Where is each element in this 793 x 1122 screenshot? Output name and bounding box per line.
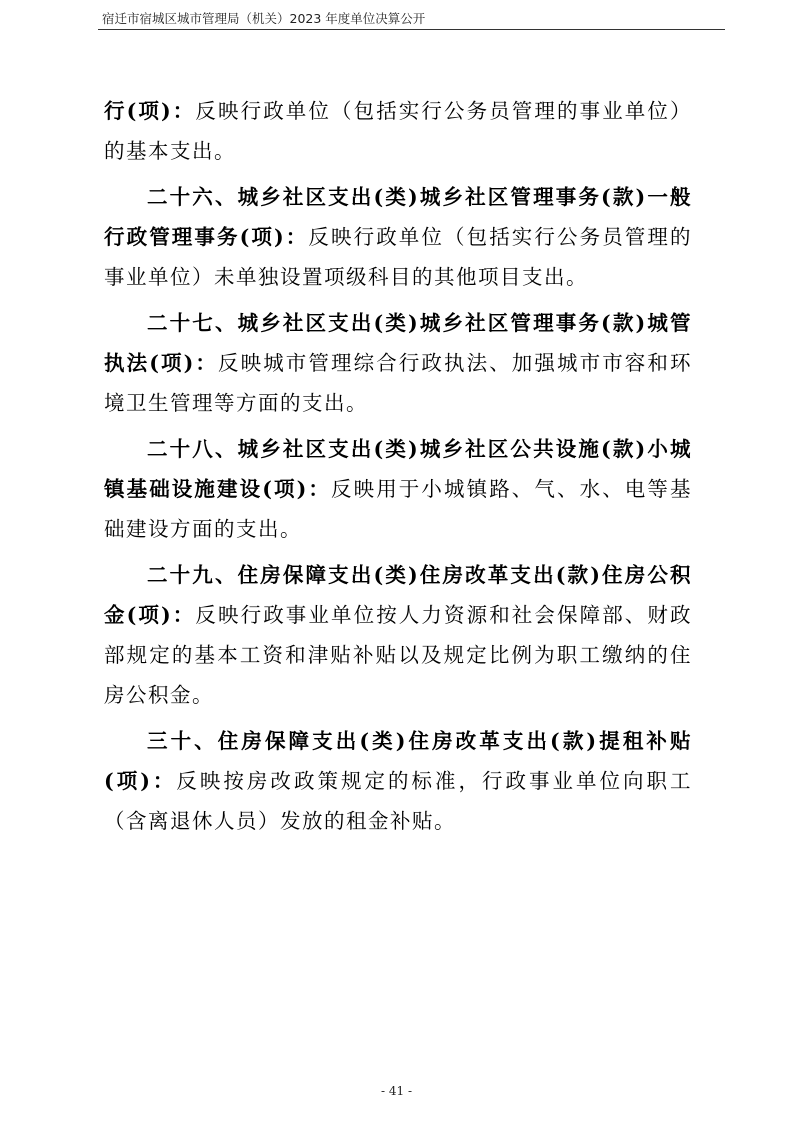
- paragraph-text: 反映城市管理综合行政执法、加强城市市容和环境卫生管理等方面的支出。: [104, 351, 692, 415]
- paragraph-heading: 三十、住房保障支出(类)住房改革支出(款)提租补贴(项)：: [104, 729, 692, 793]
- paragraph-continuation: [104, 91, 692, 171]
- paragraph-item-29: [104, 555, 692, 715]
- paragraph-heading: 二十八、城乡社区支出(类)城乡社区公共设施(款)小城镇基础设施建设(项)：: [104, 437, 692, 501]
- paragraph-heading: 行(项)：: [104, 99, 196, 123]
- page-header-title: 宿迁市宿城区城市管理局（机关）2023 年度单位决算公开: [102, 11, 426, 26]
- paragraph-text: 反映用于小城镇路、气、水、电等基础建设方面的支出。: [104, 477, 692, 541]
- header-divider: [98, 29, 725, 30]
- paragraph-text: 反映按房改政策规定的标准，行政事业单位向职工（含离退休人员）发放的租金补贴。: [104, 769, 692, 833]
- paragraph-item-30: [104, 721, 692, 841]
- paragraph-text: 反映行政事业单位按人力资源和社会保障部、财政部规定的基本工资和津贴补贴以及规定比例为职工缴纳的住房公积金。: [104, 603, 692, 707]
- paragraph-item-26: [104, 177, 692, 297]
- paragraph-heading: 二十六、城乡社区支出(类)城乡社区管理事务(款)一般行政管理事务(项)：: [104, 185, 692, 249]
- paragraph-item-28: [104, 429, 692, 549]
- paragraph-text: 反映行政单位（包括实行公务员管理的事业单位）的基本支出。: [104, 99, 692, 163]
- paragraph-text: 反映行政单位（包括实行公务员管理的事业单位）未单独设置项级科目的其他项目支出。: [104, 225, 693, 289]
- document-body: [104, 91, 692, 847]
- paragraph-heading: 二十七、城乡社区支出(类)城乡社区管理事务(款)城管执法(项)：: [104, 311, 692, 375]
- paragraph-heading: 二十九、住房保障支出(类)住房改革支出(款)住房公积金(项)：: [104, 563, 692, 627]
- paragraph-item-27: [104, 303, 692, 423]
- page-number: - 41 -: [380, 1084, 412, 1098]
